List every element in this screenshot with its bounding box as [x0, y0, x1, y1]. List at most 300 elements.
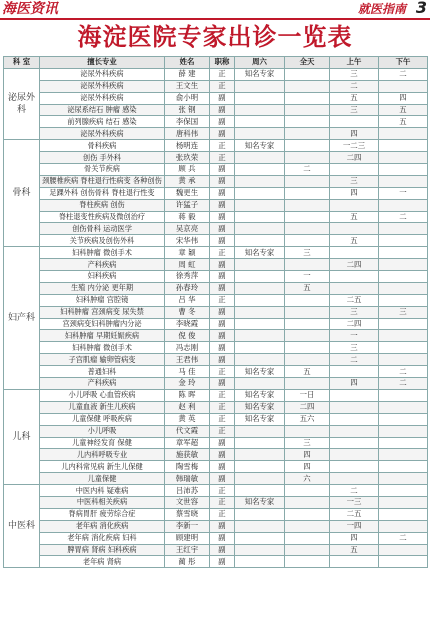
morning-cell: 五 — [330, 92, 379, 104]
doctor-name-cell: 宋华伟 — [165, 235, 210, 247]
specialty-cell: 脾胃病 肾病 妇科疾病 — [40, 544, 165, 556]
saturday-cell — [235, 259, 285, 271]
afternoon-cell: 三 — [379, 306, 428, 318]
rank-cell: 副 — [210, 128, 235, 140]
rank-cell: 副 — [210, 271, 235, 283]
full-day-cell — [285, 140, 330, 152]
saturday-cell — [235, 342, 285, 354]
table-row — [4, 520, 428, 532]
saturday-cell — [235, 473, 285, 485]
table-row — [4, 140, 428, 152]
table-row — [4, 294, 428, 306]
saturday-cell — [235, 532, 285, 544]
saturday-cell — [235, 116, 285, 128]
doctor-name-cell: 陶雪梅 — [165, 461, 210, 473]
morning-cell: 二 — [330, 485, 379, 497]
afternoon-cell — [379, 282, 428, 294]
specialty-cell: 泌尿外科疾病 — [40, 80, 165, 92]
full-day-cell: 三 — [285, 247, 330, 259]
doctor-name-cell: 马 佳 — [165, 366, 210, 378]
table-row — [4, 164, 428, 176]
full-day-cell — [285, 556, 330, 568]
saturday-cell — [235, 508, 285, 520]
specialty-cell: 老年病 消化疾病 — [40, 520, 165, 532]
full-day-cell — [285, 116, 330, 128]
schedule-body — [4, 68, 428, 567]
saturday-cell — [235, 223, 285, 235]
morning-cell — [330, 247, 379, 259]
rank-cell: 正 — [210, 485, 235, 497]
doctor-name-cell: 周 虹 — [165, 259, 210, 271]
saturday-cell: 知名专家 — [235, 413, 285, 425]
specialty-cell: 中医内科 疑难病 — [40, 485, 165, 497]
doctor-name-cell: 冯志刚 — [165, 342, 210, 354]
table-row — [4, 532, 428, 544]
doctor-name-cell: 唐科伟 — [165, 128, 210, 140]
col-header-morning: 上午 — [330, 57, 379, 69]
table-row — [4, 92, 428, 104]
department-cell: 儿科 — [4, 389, 40, 484]
specialty-cell: 脊病胃肝 疲劳综合症 — [40, 508, 165, 520]
saturday-cell: 知名专家 — [235, 140, 285, 152]
rank-cell: 正 — [210, 425, 235, 437]
doctor-name-cell: 许猛子 — [165, 199, 210, 211]
rank-cell: 副 — [210, 199, 235, 211]
afternoon-cell — [379, 508, 428, 520]
specialty-cell: 足踝外科 创伤骨科 脊柱退行性变 — [40, 187, 165, 199]
rank-cell: 副 — [210, 532, 235, 544]
saturday-cell — [235, 294, 285, 306]
full-day-cell — [285, 520, 330, 532]
rank-cell: 副 — [210, 116, 235, 128]
rank-cell: 副 — [210, 556, 235, 568]
doctor-name-cell: 蔺 彤 — [165, 556, 210, 568]
full-day-cell — [285, 128, 330, 140]
afternoon-cell — [379, 223, 428, 235]
doctor-name-cell: 韩瑞敏 — [165, 473, 210, 485]
specialty-cell: 儿内科常见病 新生儿保健 — [40, 461, 165, 473]
doctor-name-cell: 吕 华 — [165, 294, 210, 306]
morning-cell: 二四 — [330, 152, 379, 164]
table-row — [4, 401, 428, 413]
full-day-cell: 一 — [285, 271, 330, 283]
header-row — [4, 57, 428, 69]
saturday-cell — [235, 378, 285, 390]
saturday-cell — [235, 318, 285, 330]
doctor-name-cell: 金 玲 — [165, 378, 210, 390]
morning-cell — [330, 366, 379, 378]
page-number: 3 — [415, 0, 427, 17]
morning-cell: 四 — [330, 532, 379, 544]
rank-cell: 副 — [210, 187, 235, 199]
doctor-name-cell: 魏更生 — [165, 187, 210, 199]
table-row — [4, 366, 428, 378]
morning-cell: 二四 — [330, 318, 379, 330]
morning-cell: 一 — [330, 330, 379, 342]
table-row — [4, 318, 428, 330]
saturday-cell — [235, 211, 285, 223]
table-row — [4, 449, 428, 461]
doctor-name-cell: 代文霞 — [165, 425, 210, 437]
table-row — [4, 282, 428, 294]
afternoon-cell: 四 — [379, 92, 428, 104]
specialty-cell: 儿童血液 新生儿疾病 — [40, 401, 165, 413]
specialty-cell: 脊柱退变性疾病及微创治疗 — [40, 211, 165, 223]
morning-cell — [330, 223, 379, 235]
morning-cell: 五 — [330, 235, 379, 247]
full-day-cell — [285, 235, 330, 247]
doctor-name-cell: 章军超 — [165, 437, 210, 449]
afternoon-cell — [379, 354, 428, 366]
saturday-cell — [235, 271, 285, 283]
afternoon-cell — [379, 330, 428, 342]
doctor-name-cell: 俞小明 — [165, 92, 210, 104]
saturday-cell — [235, 92, 285, 104]
doctor-name-cell: 吴京亮 — [165, 223, 210, 235]
table-row — [4, 485, 428, 497]
doctor-name-cell: 杨明连 — [165, 140, 210, 152]
full-day-cell: 五六 — [285, 413, 330, 425]
table-row — [4, 437, 428, 449]
doctor-name-cell: 施获敏 — [165, 449, 210, 461]
full-day-cell — [285, 199, 330, 211]
table-row — [4, 68, 428, 80]
doctor-name-cell: 顾 兵 — [165, 164, 210, 176]
saturday-cell — [235, 282, 285, 294]
saturday-cell — [235, 164, 285, 176]
saturday-cell — [235, 80, 285, 92]
saturday-cell: 知名专家 — [235, 401, 285, 413]
specialty-cell: 脊柱疾病 创伤 — [40, 199, 165, 211]
morning-cell: 四 — [330, 128, 379, 140]
rank-cell: 副 — [210, 520, 235, 532]
table-row — [4, 104, 428, 116]
rank-cell: 副 — [210, 449, 235, 461]
table-row — [4, 425, 428, 437]
specialty-cell: 儿内科呼吸专业 — [40, 449, 165, 461]
afternoon-cell — [379, 175, 428, 187]
full-day-cell: 六 — [285, 473, 330, 485]
specialty-cell: 妇科肿瘤 宫颈病变 尿失禁 — [40, 306, 165, 318]
morning-cell — [330, 461, 379, 473]
afternoon-cell: 二 — [379, 532, 428, 544]
table-row — [4, 199, 428, 211]
morning-cell: 四 — [330, 187, 379, 199]
morning-cell — [330, 437, 379, 449]
doctor-name-cell: 薛 建 — [165, 68, 210, 80]
table-row — [4, 175, 428, 187]
afternoon-cell: 一 — [379, 187, 428, 199]
full-day-cell — [285, 80, 330, 92]
morning-cell: 二四 — [330, 259, 379, 271]
morning-cell — [330, 116, 379, 128]
page-title: 海淀医院专家出诊一览表 — [77, 22, 353, 51]
morning-cell: 二五 — [330, 294, 379, 306]
table-row — [4, 116, 428, 128]
doctor-name-cell: 王红宇 — [165, 544, 210, 556]
table-row — [4, 330, 428, 342]
table-row — [4, 461, 428, 473]
table-row — [4, 247, 428, 259]
full-day-cell: 二 — [285, 164, 330, 176]
afternoon-cell — [379, 496, 428, 508]
full-day-cell — [285, 485, 330, 497]
table-row — [4, 413, 428, 425]
specialty-cell: 前列腺疾病 结石 感染 — [40, 116, 165, 128]
table-row — [4, 259, 428, 271]
table-row — [4, 152, 428, 164]
rank-cell: 副 — [210, 342, 235, 354]
morning-cell: 一四 — [330, 520, 379, 532]
doctor-name-cell: 赵 利 — [165, 401, 210, 413]
doctor-name-cell: 陈 晖 — [165, 389, 210, 401]
afternoon-cell — [379, 235, 428, 247]
rank-cell: 正 — [210, 140, 235, 152]
specialty-cell: 小儿呼吸 心血管疾病 — [40, 389, 165, 401]
table-row — [4, 187, 428, 199]
rank-cell: 副 — [210, 282, 235, 294]
full-day-cell — [285, 294, 330, 306]
full-day-cell — [285, 496, 330, 508]
table-row — [4, 235, 428, 247]
morning-cell: 二 — [330, 80, 379, 92]
doctor-name-cell: 张 钢 — [165, 104, 210, 116]
specialty-cell: 泌尿系结石 肿瘤 感染 — [40, 104, 165, 116]
doctor-name-cell: 倪 俊 — [165, 330, 210, 342]
morning-cell — [330, 199, 379, 211]
rank-cell: 正 — [210, 152, 235, 164]
specialty-cell: 产科疾病 — [40, 378, 165, 390]
saturday-cell — [235, 556, 285, 568]
rank-cell: 正 — [210, 508, 235, 520]
saturday-cell: 知名专家 — [235, 366, 285, 378]
rank-cell: 副 — [210, 473, 235, 485]
doctor-name-cell: 黄 英 — [165, 413, 210, 425]
doctor-name-cell: 张玖荣 — [165, 152, 210, 164]
afternoon-cell — [379, 259, 428, 271]
morning-cell — [330, 389, 379, 401]
afternoon-cell — [379, 80, 428, 92]
morning-cell — [330, 164, 379, 176]
afternoon-cell: 五 — [379, 116, 428, 128]
afternoon-cell — [379, 401, 428, 413]
rank-cell: 副 — [210, 378, 235, 390]
specialty-cell: 宫颈病变妇科肿瘤内分泌 — [40, 318, 165, 330]
newsletter-name: 海医资讯 — [2, 1, 58, 17]
full-day-cell — [285, 354, 330, 366]
rank-cell: 副 — [210, 175, 235, 187]
afternoon-cell — [379, 247, 428, 259]
full-day-cell — [285, 259, 330, 271]
rank-cell: 副 — [210, 354, 235, 366]
full-day-cell — [285, 544, 330, 556]
rank-cell: 正 — [210, 80, 235, 92]
saturday-cell — [235, 235, 285, 247]
afternoon-cell — [379, 485, 428, 497]
specialty-cell: 颈腰椎疾病 脊柱退行性病变 各种创伤 — [40, 175, 165, 187]
specialty-cell: 产科疾病 — [40, 259, 165, 271]
morning-cell — [330, 282, 379, 294]
specialty-cell: 普通妇科 — [40, 366, 165, 378]
morning-cell: 二 — [330, 354, 379, 366]
morning-cell: 三 — [330, 306, 379, 318]
rank-cell: 正 — [210, 68, 235, 80]
rank-cell: 副 — [210, 164, 235, 176]
table-row — [4, 211, 428, 223]
rank-cell: 副 — [210, 461, 235, 473]
morning-cell — [330, 425, 379, 437]
morning-cell — [330, 473, 379, 485]
specialty-cell: 关节疾病及创伤外科 — [40, 235, 165, 247]
morning-cell — [330, 449, 379, 461]
full-day-cell — [285, 223, 330, 235]
full-day-cell: 四 — [285, 449, 330, 461]
afternoon-cell — [379, 473, 428, 485]
afternoon-cell — [379, 271, 428, 283]
table-row — [4, 128, 428, 140]
rank-cell: 副 — [210, 211, 235, 223]
full-day-cell — [285, 175, 330, 187]
full-day-cell — [285, 318, 330, 330]
full-day-cell — [285, 330, 330, 342]
afternoon-cell — [379, 556, 428, 568]
saturday-cell — [235, 306, 285, 318]
morning-cell — [330, 556, 379, 568]
saturday-cell — [235, 175, 285, 187]
specialty-cell: 儿童保健 — [40, 473, 165, 485]
full-day-cell: 五 — [285, 282, 330, 294]
saturday-cell — [235, 199, 285, 211]
specialty-cell: 妇科肿瘤 宫腔镜 — [40, 294, 165, 306]
specialty-cell: 创伤骨科 运动医学 — [40, 223, 165, 235]
doctor-name-cell: 黄 承 — [165, 175, 210, 187]
rank-cell: 正 — [210, 496, 235, 508]
rank-cell: 正 — [210, 389, 235, 401]
afternoon-cell — [379, 520, 428, 532]
specialty-cell: 妇科肿瘤 微创手术 — [40, 247, 165, 259]
afternoon-cell — [379, 413, 428, 425]
full-day-cell: 五 — [285, 366, 330, 378]
afternoon-cell — [379, 544, 428, 556]
rank-cell: 副 — [210, 92, 235, 104]
col-header-specialty: 擅长专业 — [40, 57, 165, 69]
afternoon-cell — [379, 425, 428, 437]
doctor-name-cell: 李晓霞 — [165, 318, 210, 330]
table-row — [4, 473, 428, 485]
full-day-cell — [285, 378, 330, 390]
specialty-cell: 小儿呼吸 — [40, 425, 165, 437]
saturday-cell — [235, 437, 285, 449]
col-header-title: 职称 — [210, 57, 235, 69]
afternoon-cell: 二 — [379, 68, 428, 80]
afternoon-cell: 五 — [379, 104, 428, 116]
afternoon-cell — [379, 318, 428, 330]
full-day-cell: 一日 — [285, 389, 330, 401]
specialty-cell: 老年病 消化疾病 妇科 — [40, 532, 165, 544]
full-day-cell: 二四 — [285, 401, 330, 413]
doctor-name-cell: 文世容 — [165, 496, 210, 508]
full-day-cell — [285, 425, 330, 437]
saturday-cell — [235, 520, 285, 532]
morning-cell: 三 — [330, 342, 379, 354]
specialty-cell: 骨关节疾病 — [40, 164, 165, 176]
rank-cell: 副 — [210, 306, 235, 318]
full-day-cell — [285, 508, 330, 520]
table-row — [4, 389, 428, 401]
rank-cell: 正 — [210, 294, 235, 306]
specialty-cell: 泌尿外科疾病 — [40, 68, 165, 80]
saturday-cell: 知名专家 — [235, 389, 285, 401]
morning-cell — [330, 401, 379, 413]
table-row — [4, 80, 428, 92]
morning-cell: 五 — [330, 211, 379, 223]
morning-cell — [330, 413, 379, 425]
table-row — [4, 378, 428, 390]
morning-cell: 三 — [330, 175, 379, 187]
full-day-cell — [285, 187, 330, 199]
full-day-cell — [285, 342, 330, 354]
afternoon-cell — [379, 128, 428, 140]
rank-cell: 正 — [210, 413, 235, 425]
table-row — [4, 223, 428, 235]
saturday-cell — [235, 152, 285, 164]
saturday-cell — [235, 104, 285, 116]
saturday-cell — [235, 187, 285, 199]
morning-cell: 一三 — [330, 496, 379, 508]
saturday-cell: 知名专家 — [235, 247, 285, 259]
saturday-cell — [235, 330, 285, 342]
morning-cell: 三 — [330, 104, 379, 116]
saturday-cell — [235, 485, 285, 497]
doctor-name-cell: 李保国 — [165, 116, 210, 128]
rank-cell: 副 — [210, 437, 235, 449]
full-day-cell — [285, 68, 330, 80]
table-row — [4, 271, 428, 283]
full-day-cell: 三 — [285, 437, 330, 449]
rank-cell: 副 — [210, 104, 235, 116]
specialty-cell: 子宫肌瘤 输卵管病变 — [40, 354, 165, 366]
department-cell: 妇产科 — [4, 247, 40, 390]
table-row — [4, 354, 428, 366]
rank-cell: 副 — [210, 318, 235, 330]
rank-cell: 正 — [210, 401, 235, 413]
col-header-name: 姓名 — [165, 57, 210, 69]
rank-cell: 副 — [210, 259, 235, 271]
full-day-cell — [285, 306, 330, 318]
afternoon-cell — [379, 449, 428, 461]
afternoon-cell: 二 — [379, 378, 428, 390]
section-name: 就医指南 — [357, 2, 406, 16]
afternoon-cell: 二 — [379, 366, 428, 378]
department-cell: 骨科 — [4, 140, 40, 247]
doctor-name-cell: 徐秀萍 — [165, 271, 210, 283]
specialty-cell: 生殖 内分泌 更年期 — [40, 282, 165, 294]
saturday-cell: 知名专家 — [235, 496, 285, 508]
col-header-saturday: 周六 — [235, 57, 285, 69]
page-header — [0, 0, 430, 18]
specialty-cell: 妇科疾病 — [40, 271, 165, 283]
table-row — [4, 544, 428, 556]
table-row — [4, 556, 428, 568]
department-cell: 中医科 — [4, 485, 40, 568]
full-day-cell — [285, 92, 330, 104]
doctor-name-cell: 吕沛苏 — [165, 485, 210, 497]
col-header-department: 科 室 — [4, 57, 40, 69]
afternoon-cell — [379, 199, 428, 211]
doctor-name-cell: 孙春玲 — [165, 282, 210, 294]
specialty-cell: 中医科相关疾病 — [40, 496, 165, 508]
morning-cell — [330, 271, 379, 283]
